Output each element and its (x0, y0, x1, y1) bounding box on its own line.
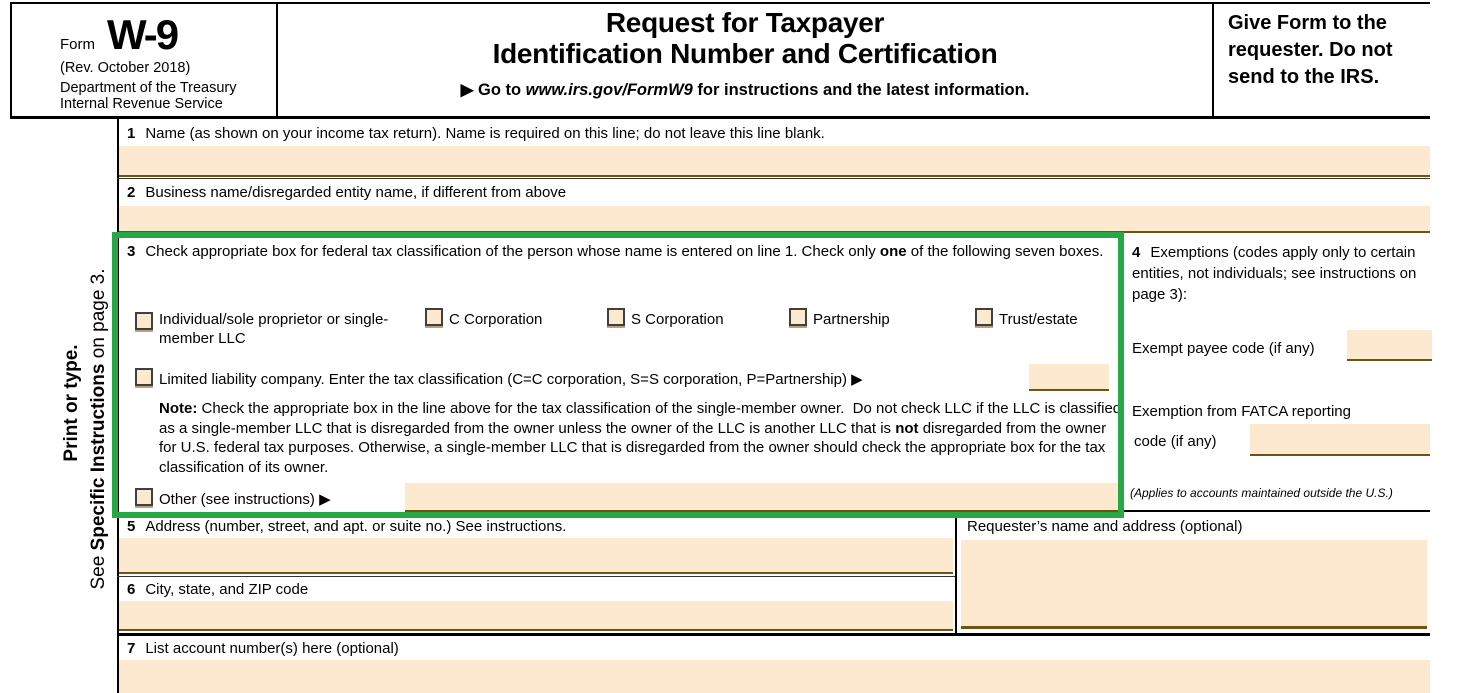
goto-suffix: for instructions and the latest information. (692, 81, 1030, 99)
title-line-2: Identification Number and Certification (492, 38, 998, 69)
line6-label (127, 580, 308, 599)
note-part2: disregarded from the owner for U.S. federal tax purposes. Otherwise, a single-member LLC that is disregarded from the owner should check the appropriate box for the tax classification of its owner. (159, 419, 1111, 476)
other-label-text: Other (see instructions) (159, 491, 320, 508)
line6-label-text: City, state, and ZIP code (145, 581, 309, 598)
requester-label: Requester’s name and address (optional) (967, 518, 1243, 535)
see-prefix: See (88, 550, 109, 590)
title-line-1: Request for Taxpayer (605, 7, 885, 38)
sidebar-see-instructions (88, 224, 110, 634)
line4-number: 4 (1132, 244, 1141, 261)
row1-separator (117, 178, 1430, 179)
form-main-title (278, 7, 1212, 69)
account-numbers-input[interactable] (119, 660, 1430, 693)
line1-label (127, 124, 1417, 143)
checkbox-trust-estate-label: Trust/estate (999, 311, 1078, 328)
header-bottom-border (10, 116, 1430, 119)
checkbox-individual[interactable] (135, 312, 153, 330)
section4-exemptions (1120, 236, 1430, 512)
other-label (159, 490, 331, 509)
line7-label (127, 639, 1417, 658)
form-department: Department of the Treasury (60, 79, 237, 96)
goto-prefix: Go to (478, 81, 526, 99)
checkbox-trust-estate[interactable] (975, 308, 993, 326)
line5-label-text: Address (number, street, and apt. or suite no.) See instructions. (145, 518, 567, 535)
fatca-code-input[interactable] (1250, 424, 1430, 456)
requester-column (957, 512, 1430, 633)
form-header-left (10, 2, 278, 116)
line5-number: 5 (127, 518, 136, 535)
line2-number: 2 (127, 184, 136, 201)
checkbox-other[interactable] (135, 488, 153, 506)
name-input[interactable] (119, 146, 1430, 177)
other-classification-input[interactable] (405, 483, 1118, 512)
business-name-input[interactable] (119, 206, 1430, 233)
line3-label-suffix: of the following seven boxes. (906, 243, 1104, 260)
exempt-payee-code-input[interactable] (1347, 330, 1432, 361)
city-state-zip-input[interactable] (119, 601, 953, 631)
see-bold: Specific Instructions (88, 363, 109, 551)
exempt-payee-label: Exempt payee code (if any) (1132, 340, 1315, 357)
line3-label-bold: one (879, 243, 907, 260)
line3-label (127, 242, 1105, 262)
row5-separator (117, 576, 955, 577)
line5-label (127, 517, 566, 536)
right-arrow-icon: ▶ (460, 81, 474, 99)
form-word: Form (60, 36, 95, 53)
form-revision: (Rev. October 2018) (60, 60, 191, 76)
llc-classification-input[interactable] (1029, 364, 1109, 391)
checkbox-s-corporation-label: S Corporation (631, 311, 724, 328)
form-title-block (60, 11, 276, 58)
form-agency: Internal Revenue Service (60, 96, 223, 112)
llc-label-text: Limited liability company. Enter the tax classification (C=C corporation, S=S corporation, P=Partnership) (159, 371, 852, 388)
line1-label-text: Name (as shown on your income tax return). Name is required on this line; do not leave this line blank. (145, 125, 825, 142)
other-arrow-icon: ▶ (319, 491, 331, 508)
checkbox-individual-label: Individual/sole proprietor or single-member LLC (159, 311, 389, 347)
give-form-notice: Give Form to the requester. Do not send to the IRS. (1212, 2, 1430, 116)
checkbox-llc[interactable] (135, 368, 153, 386)
applies-note: (Applies to accounts maintained outside the U.S.) (1130, 486, 1393, 500)
line3-number: 3 (127, 243, 136, 260)
sidebar-print-or-type: Print or type. (61, 344, 82, 462)
form-header-center (278, 2, 1212, 116)
address-input[interactable] (119, 538, 953, 574)
note-part1: Check the appropriate box in the line above for the tax classification of the single-member owner. Do not check LLC if the LLC is classified as a single-member LLC that is disregarded from the owner unless the owner of the LLC is another LLC that is (159, 400, 1126, 437)
line4-label-text: Exemptions (codes apply only to certain entities, not individuals; see instructions on page 3): (1132, 244, 1417, 303)
llc-label (159, 370, 1039, 389)
line6-number: 6 (127, 581, 136, 598)
requester-name-address-input[interactable] (961, 540, 1427, 629)
fatca-label-line1: Exemption from FATCA reporting (1132, 403, 1351, 420)
fatca-label-line2: code (if any) (1134, 433, 1217, 450)
goto-url-link[interactable]: www.irs.gov/FormW9 (525, 81, 693, 99)
section3-tax-classification (117, 236, 1126, 512)
checkbox-c-corporation[interactable] (425, 308, 443, 326)
line7-number: 7 (127, 640, 136, 657)
line2-label-text: Business name/disregarded entity name, if different from above (145, 184, 567, 201)
llc-note (159, 399, 1127, 477)
checkbox-partnership-label: Partnership (813, 311, 890, 328)
row7-top-border (117, 633, 1430, 636)
goto-instructions-line (278, 80, 1212, 100)
note-label: Note: (159, 400, 198, 417)
line3-label-prefix: Check appropriate box for federal tax classification of the person whose name is entered on line 1. Check only (145, 243, 880, 260)
llc-arrow-icon: ▶ (851, 371, 863, 388)
line2-label (127, 183, 1417, 202)
checkbox-partnership[interactable] (789, 308, 807, 326)
checkbox-c-corporation-label: C Corporation (449, 311, 543, 328)
line4-label (1132, 242, 1426, 305)
address-column (117, 512, 957, 633)
form-number: W-9 (107, 11, 178, 58)
note-bold-word: not (895, 419, 919, 437)
see-suffix: on page 3. (88, 268, 109, 364)
checkbox-s-corporation[interactable] (607, 308, 625, 326)
line1-number: 1 (127, 125, 136, 142)
line7-label-text: List account number(s) here (optional) (145, 640, 399, 657)
